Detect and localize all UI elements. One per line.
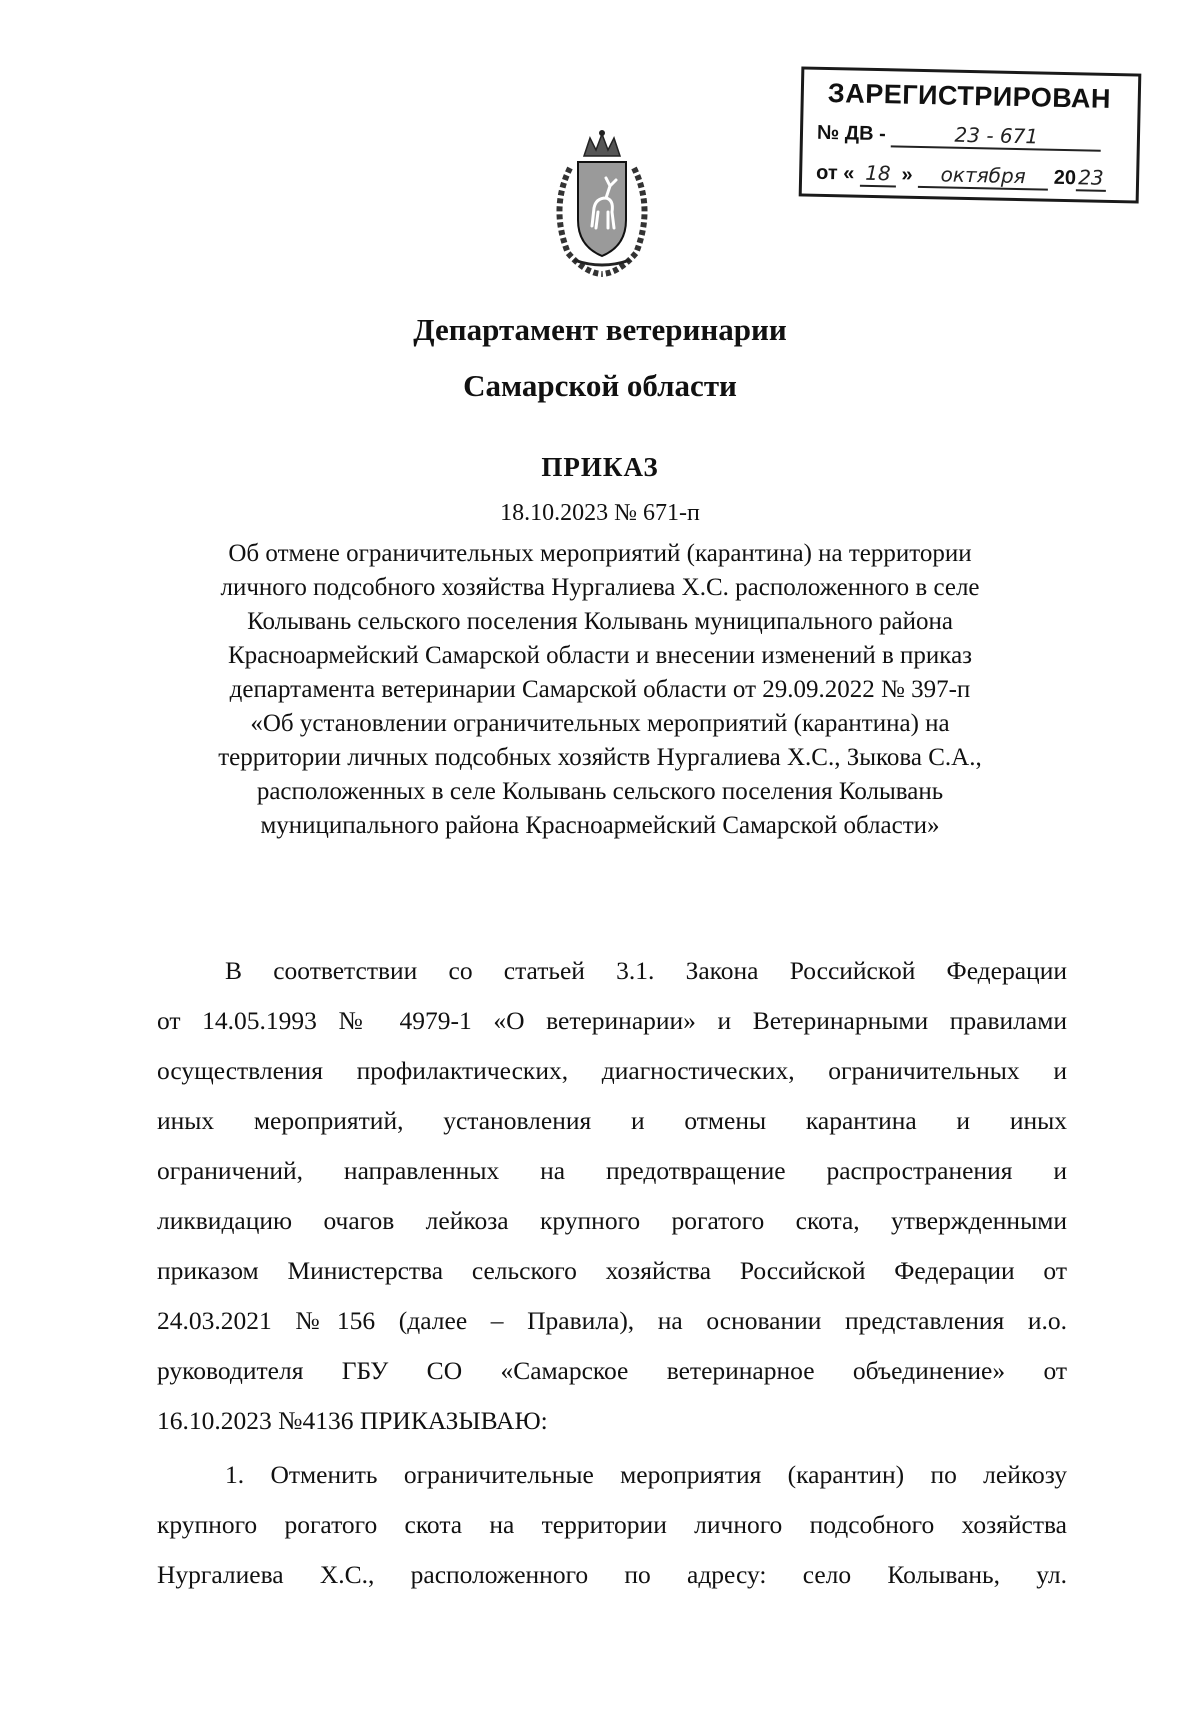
title-line: муниципального района Красноармейский Самарской области» [260,812,940,839]
document-date-number: 18.10.2023 № 671-п [500,500,700,526]
title-line: Об отмене ограничительных мероприятий (карантина) на территории [228,540,972,567]
body-line: В соответствии со статьей 3.1. Закона Российской Федерации [225,956,1067,985]
stamp-number-value: 23 - 671 [891,121,1101,151]
body-line: ликвидацию очагов лейкоза крупного рогатого скота, утвержденными [157,1206,1067,1235]
stamp-number-label: № ДВ - [816,121,886,146]
title-line: Колывань сельского поселения Колывань муниципального района [247,608,953,635]
stamp-date-mid: » [901,163,913,186]
stamp-date-day: 18 [860,161,897,188]
title-line: «Об установлении ограничительных мероприятий (карантина) на [250,710,950,737]
title-line: территории личных подсобных хозяйств Нургалиева Х.С., Зыкова С.А., [218,744,982,771]
stamp-date-month: октября [918,162,1049,191]
stamp-date-row [816,160,1106,192]
stamp-title: ЗАРЕГИСТРИРОВАН [827,78,1112,114]
stamp-number-row [817,120,1102,152]
body-line: крупного рогатого скота на территории личного подсобного хозяйства [157,1510,1067,1539]
org-name-line2: Самарской области [463,368,737,403]
title-line: личного подсобного хозяйства Нургалиева Х.С. расположенного в селе [220,574,980,601]
title-line: Красноармейский Самарской области и внесении изменений в приказ [227,642,973,669]
title-line: департамента ветеринарии Самарской области от 29.09.2022 № 397-п [229,676,971,703]
document-type: ПРИКАЗ [541,452,659,482]
org-name-line1: Департамент ветеринарии [413,312,787,347]
stamp-date-prefix: от « [815,161,855,185]
registration-stamp [799,66,1142,203]
body-line: руководителя ГБУ СО «Самарское ветеринарное объединение» от [157,1356,1067,1385]
title-line: расположенных в селе Колывань сельского поселения Колывань [256,778,944,805]
body-line: приказом Министерства сельского хозяйства Российской Федерации от [157,1256,1067,1285]
body-line: 1. Отменить ограничительные мероприятия (карантин) по лейкозу [225,1460,1067,1489]
body-line: ограничений, направленных на предотвращение распространения и [157,1156,1067,1185]
stamp-date-year-prefix: 20 [1053,166,1077,190]
body-line: осуществления профилактических, диагностических, ограничительных и [157,1056,1067,1085]
samara-coat-of-arms-icon [540,128,665,278]
body-line: 16.10.2023 №4136 ПРИКАЗЫВАЮ: [157,1406,548,1435]
body-line: иных мероприятий, установления и отмены карантина и иных [157,1106,1067,1135]
stamp-date-year-suffix: 23 [1076,165,1107,192]
body-line: Нургалиева Х.С., расположенного по адресу: село Колывань, ул. [157,1560,1067,1589]
body-line: от 14.05.1993 № 4979-1 «О ветеринарии» и Ветеринарными правилами [157,1006,1067,1035]
body-line: 24.03.2021 №156 (далее – Правила), на основании представления и.о. [157,1306,1067,1335]
